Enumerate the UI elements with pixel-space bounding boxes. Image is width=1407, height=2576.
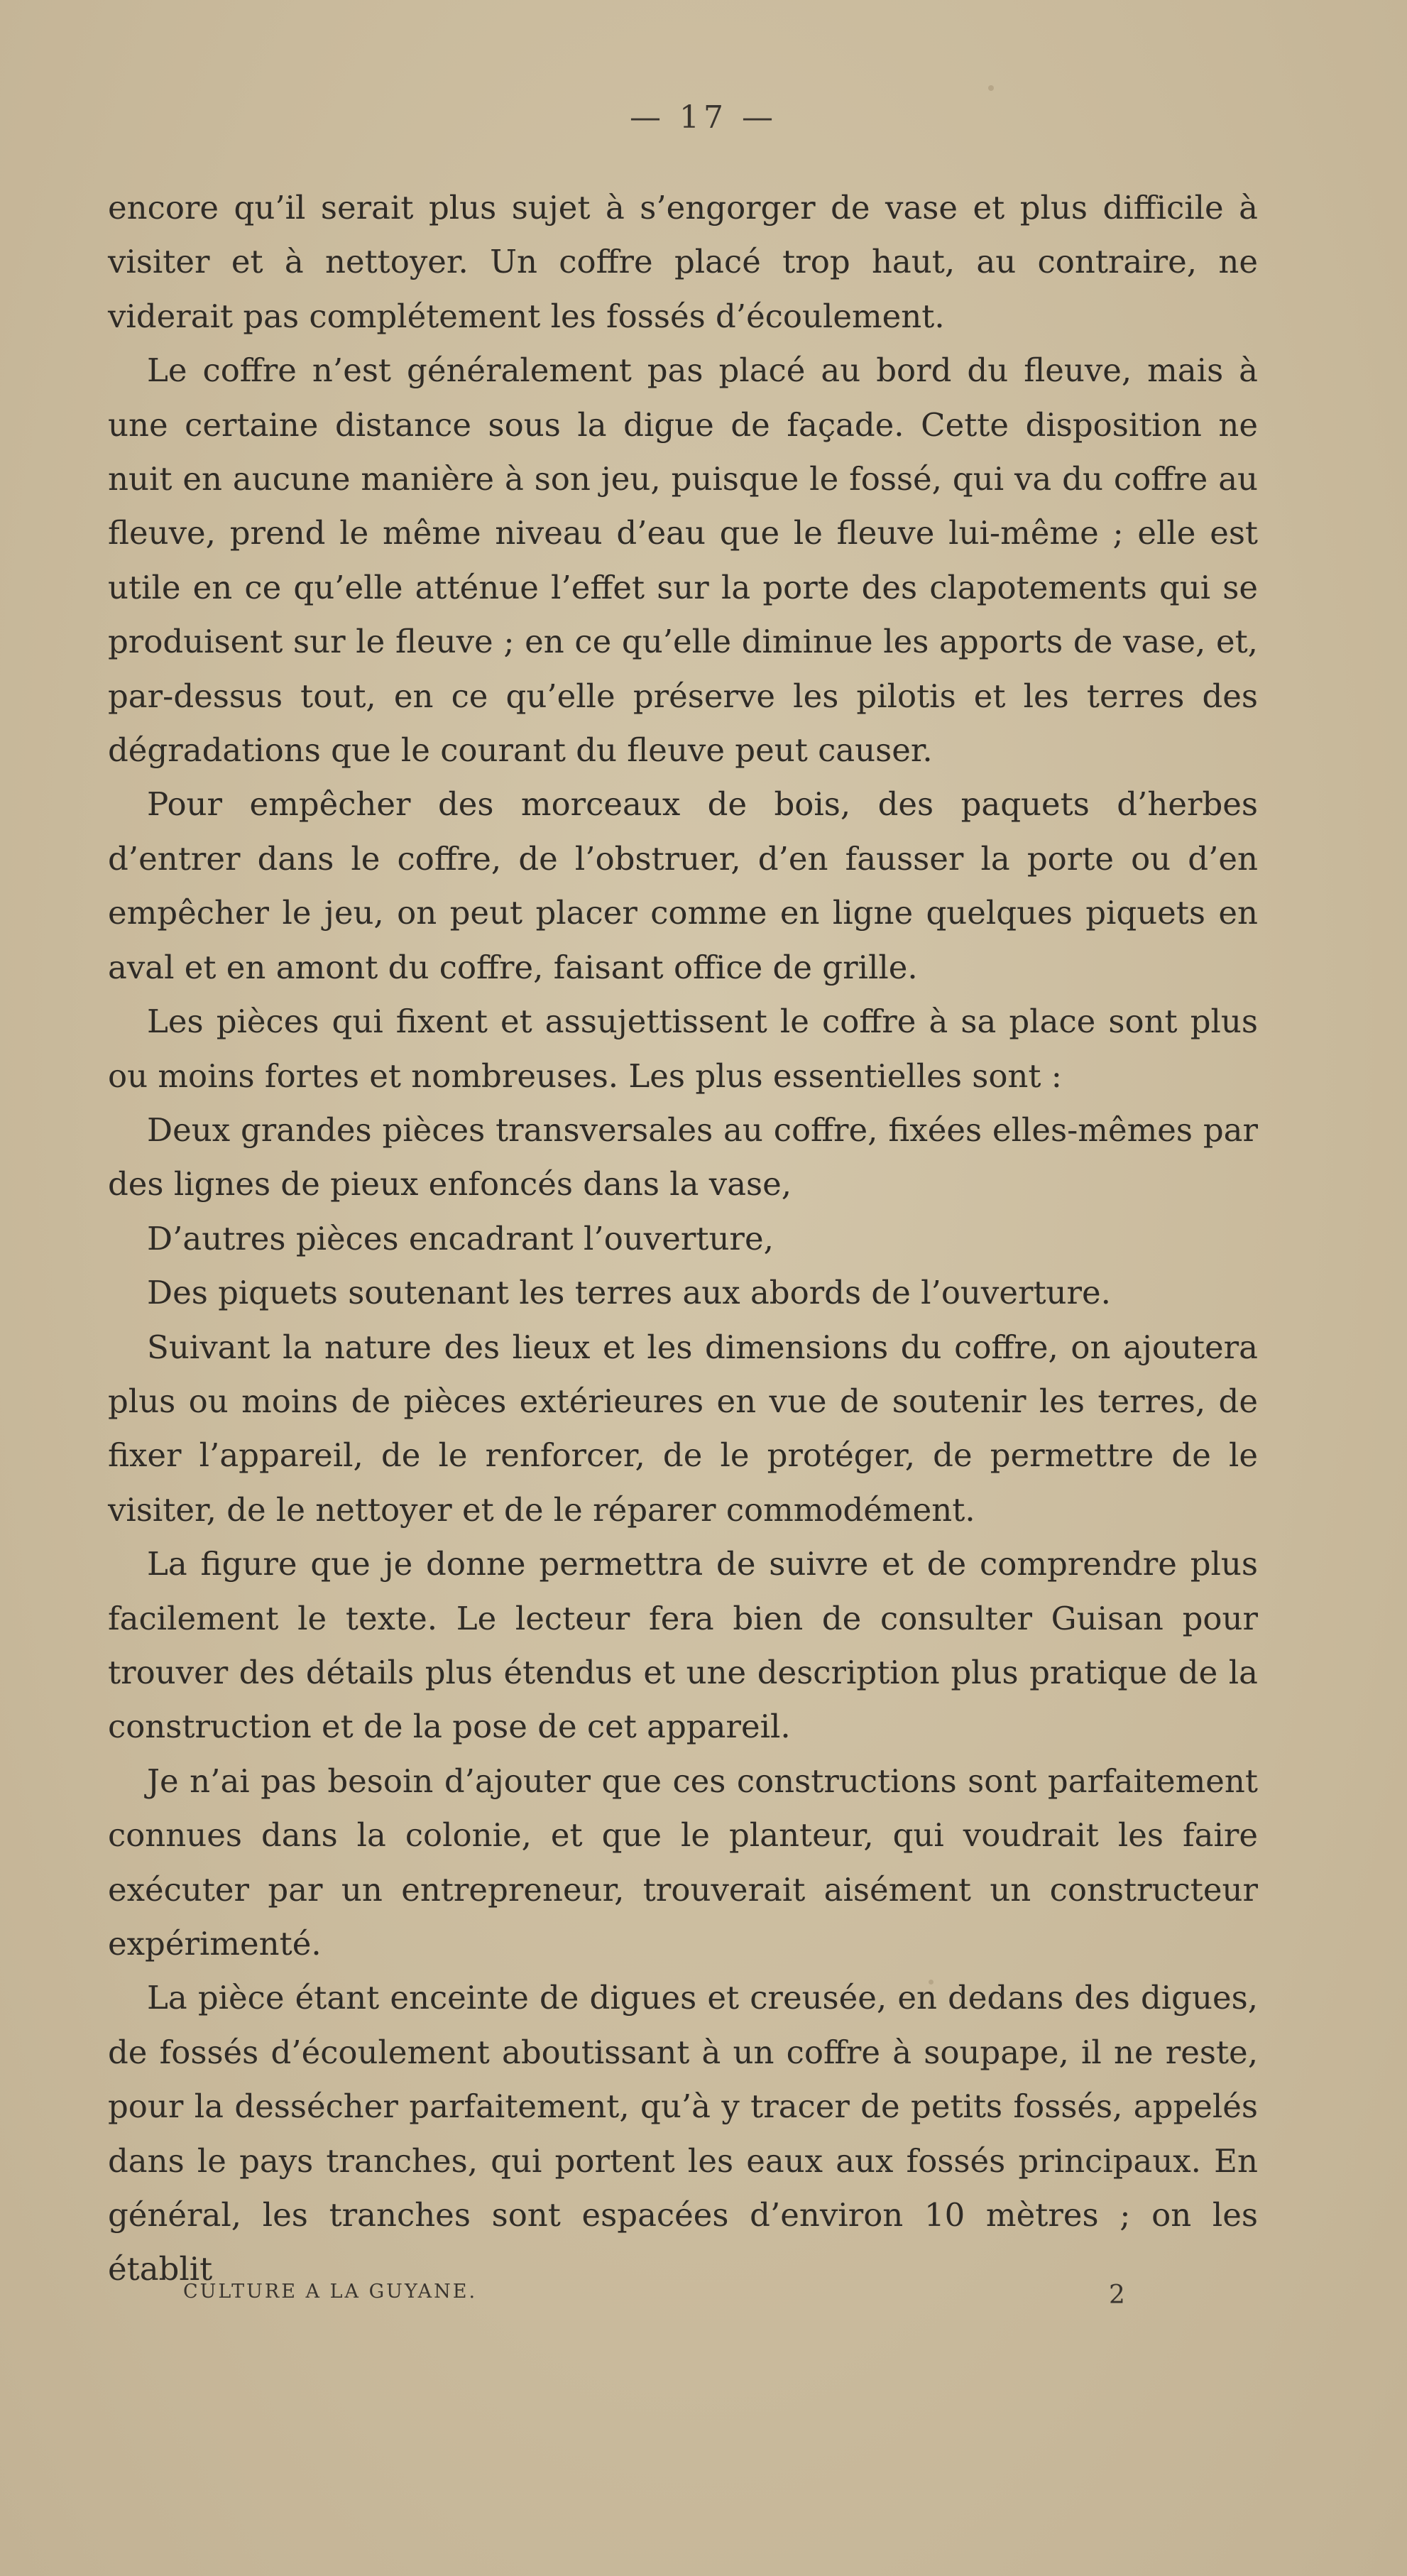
paragraph: Les pièces qui fixent et assujettissent le coffre à sa place sont plus ou moins fortes et nombreuses. Les plus essentielles sont : — [108, 1003, 1258, 1095]
paragraph: D’autres pièces encadrant l’ouverture, — [147, 1219, 774, 1257]
paragraph: Le coffre n’est généralement pas placé au bord du fleuve, mais à une certaine distance sous la digue de façade. Cette disposition ne nuit en aucune manière à son jeu, puisque le fossé, qui va du coffre au fleuve, prend le même niveau d’eau que le fleuve lui-même ; elle est utile en ce qu’elle atténue l’effet sur la porte des clapotements qui se produisent sur le fleuve ; en ce qu’elle diminue les apports de vase, et, par-dessus tout, en ce qu’elle préserve les pilotis et les terres des dégradations que le courant du fleuve peut causer. — [108, 351, 1258, 770]
paragraph: La figure que je donne permettra de suivre et de comprendre plus facilement le texte. Le lecteur fera bien de consulter Guisan pour trouver des détails plus étendus et une description plus pratique de la construction et de la pose de cet appareil. — [108, 1545, 1258, 1746]
paragraph: encore qu’il serait plus sujet à s’engorger de vase et plus difficile à visiter et à nettoyer. Un coffre placé trop haut, au contraire, ne viderait pas complétement les fossés d’écoulement. — [108, 189, 1258, 335]
paragraph: Des piquets soutenant les terres aux abords de l’ouverture. — [147, 1274, 1111, 1312]
paragraph: Je n’ai pas besoin d’ajouter que ces constructions sont parfaitement connues dans la colonie, et que le planteur, qui voudrait les faire exécuter par un entrepreneur, trouverait aisément un constructeur expérimenté. — [108, 1762, 1258, 1963]
signature-number: 2 — [1109, 2281, 1125, 2310]
paragraph: Suivant la nature des lieux et les dimensions du coffre, on ajoutera plus ou moins de pièces extérieures en vue de soutenir les terres, de fixer l’appareil, de le renforcer, de le protéger, de permettre de le visiter, de le nettoyer et de le réparer commodément. — [108, 1328, 1258, 1529]
printer-signature: CULTURE A LA GUYANE. — [183, 2281, 478, 2303]
paper-stain — [988, 85, 994, 91]
body-text — [108, 181, 1258, 2297]
paragraph: Deux grandes pièces transversales au coffre, fixées elles-mêmes par des lignes de pieux enfoncés dans la vase, — [108, 1110, 1258, 1204]
paragraph: La pièce étant enceinte de digues et creusée, en dedans des digues, de fossés d’écoulement aboutissant à un coffre à soupape, il ne reste, pour la dessécher parfaitement, qu’à y tracer de petits fossés, appelés dans le pays tranches, qui portent les eaux aux fossés principaux. En général, les tranches sont espacées d’environ 10 mètres ; on les établit — [108, 1979, 1258, 2288]
paragraph: Pour empêcher des morceaux de bois, des paquets d’herbes d’entrer dans le coffre, de l’obstruer, d’en fausser la porte ou d’en empêcher le jeu, on peut placer comme en ligne quelques piquets en aval et en amont du coffre, faisant office de grille. — [108, 785, 1258, 986]
page-folio: — 17 — — [630, 99, 777, 136]
